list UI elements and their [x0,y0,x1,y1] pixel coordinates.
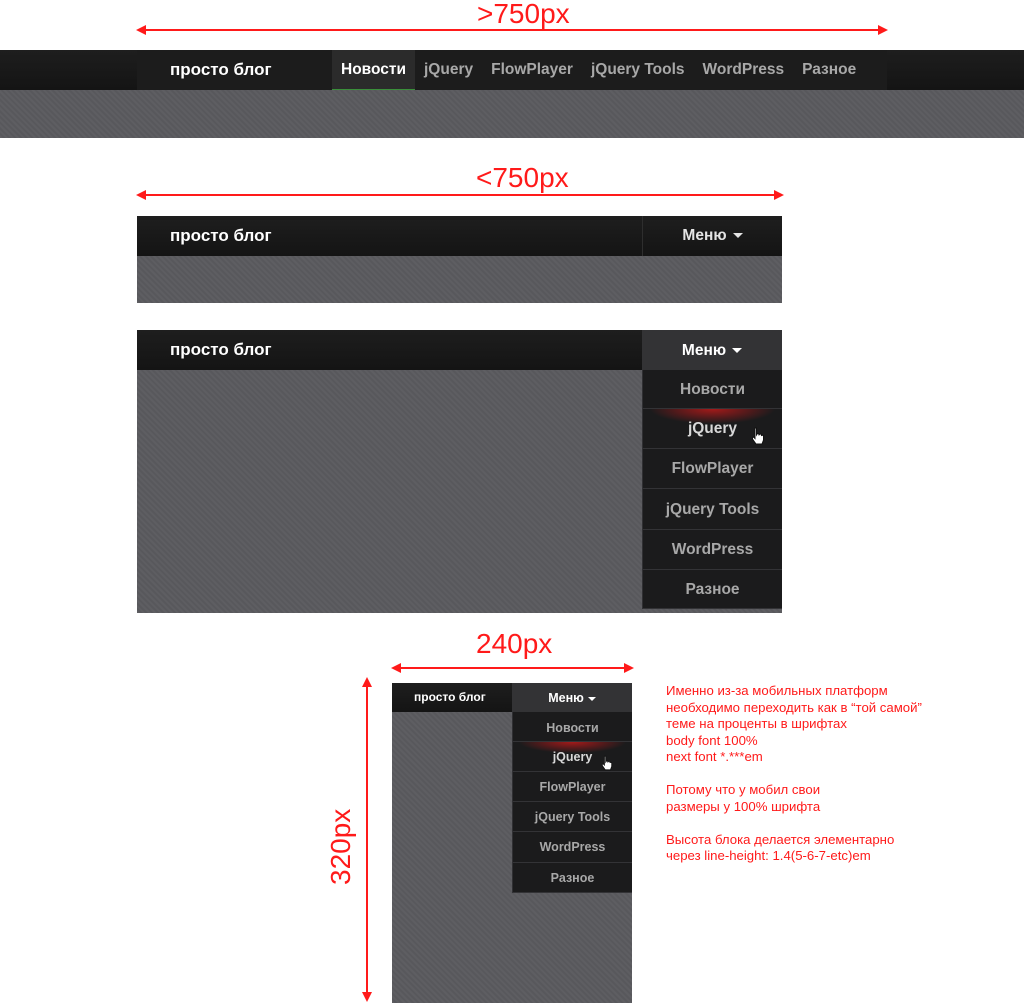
mobile-brand[interactable]: просто блог [414,690,486,704]
caret-down-icon [732,348,742,353]
narrow-brand[interactable]: просто блог [170,226,272,245]
caret-down-icon [588,697,596,701]
mobile-dropdown-item-wordpress[interactable]: WordPress [512,832,632,863]
menu-toggle-button[interactable] [642,216,782,256]
note-spacer [666,815,922,832]
mobile-dropdown-item-jquery-tools[interactable]: jQuery Tools [512,802,632,832]
narrow-width-label: <750px [476,162,569,193]
nav-item-news[interactable]: Новости [332,50,415,90]
note-line: Высота блока делается элементарно [666,831,895,847]
mobile-height-label: 320px [325,808,356,885]
dropdown-item-misc[interactable]: Разное [642,570,782,609]
menu-toggle-label: Меню [548,691,584,705]
note-line: через line-height: 1.4(5-6-7-etc)em [666,848,871,863]
dropdown-item-jquery[interactable]: jQuery [642,409,782,449]
nav-item-misc[interactable]: Разное [802,61,857,78]
note-line: next font *.***em [666,749,763,764]
dropdown-item-flowplayer[interactable]: FlowPlayer [642,449,782,489]
note-line: размеры у 100% шрифта [666,798,821,814]
mobile-dropdown-item-misc[interactable]: Разное [512,863,632,893]
dropdown-brand[interactable]: просто блог [170,340,272,359]
mobile-dropdown-item-news[interactable]: Новости [512,712,632,742]
wide-brand[interactable]: просто блог [170,60,272,79]
hand-cursor-icon [601,755,613,771]
note-line: Потому что у мобил свои [666,782,821,797]
note-line: Именно из-за мобильных платформ [666,683,888,698]
nav-item-jquery[interactable]: jQuery [424,61,474,78]
mobile-width-label: 240px [476,628,553,659]
mobile-dropdown-menu [512,712,632,893]
mobile-dropdown-item-jquery[interactable]: jQuery [512,742,632,772]
nav-item-wordpress[interactable]: WordPress [702,61,785,78]
menu-toggle-label: Меню [682,227,727,244]
menu-toggle-label: Меню [681,342,727,359]
wide-nav-menu [332,50,865,90]
mobile-dropdown-item-flowplayer[interactable]: FlowPlayer [512,772,632,802]
note-line: теме на проценты в шрифтах [666,716,847,731]
note-line: необходимо переходить как в “той самой” [666,699,922,715]
mobile-menu-toggle-button[interactable] [512,683,632,712]
nav-item-jquery-tools[interactable]: jQuery Tools [590,61,685,78]
dropdown-item-news[interactable]: Новости [642,370,782,409]
dropdown-item-wordpress[interactable]: WordPress [642,530,782,570]
note-line: body font 100% [666,732,758,748]
dropdown-item-jquery-tools[interactable]: jQuery Tools [642,489,782,530]
nav-item-flowplayer[interactable]: FlowPlayer [491,61,573,78]
mobile-height-arrow [355,676,379,1003]
wide-width-label: >750px [477,0,570,29]
caret-down-icon [733,233,743,238]
hand-cursor-icon [751,427,765,445]
note-spacer [666,766,922,783]
menu-toggle-button-open[interactable] [642,330,782,370]
annotation-notes [666,683,922,865]
dropdown-menu [642,370,782,609]
